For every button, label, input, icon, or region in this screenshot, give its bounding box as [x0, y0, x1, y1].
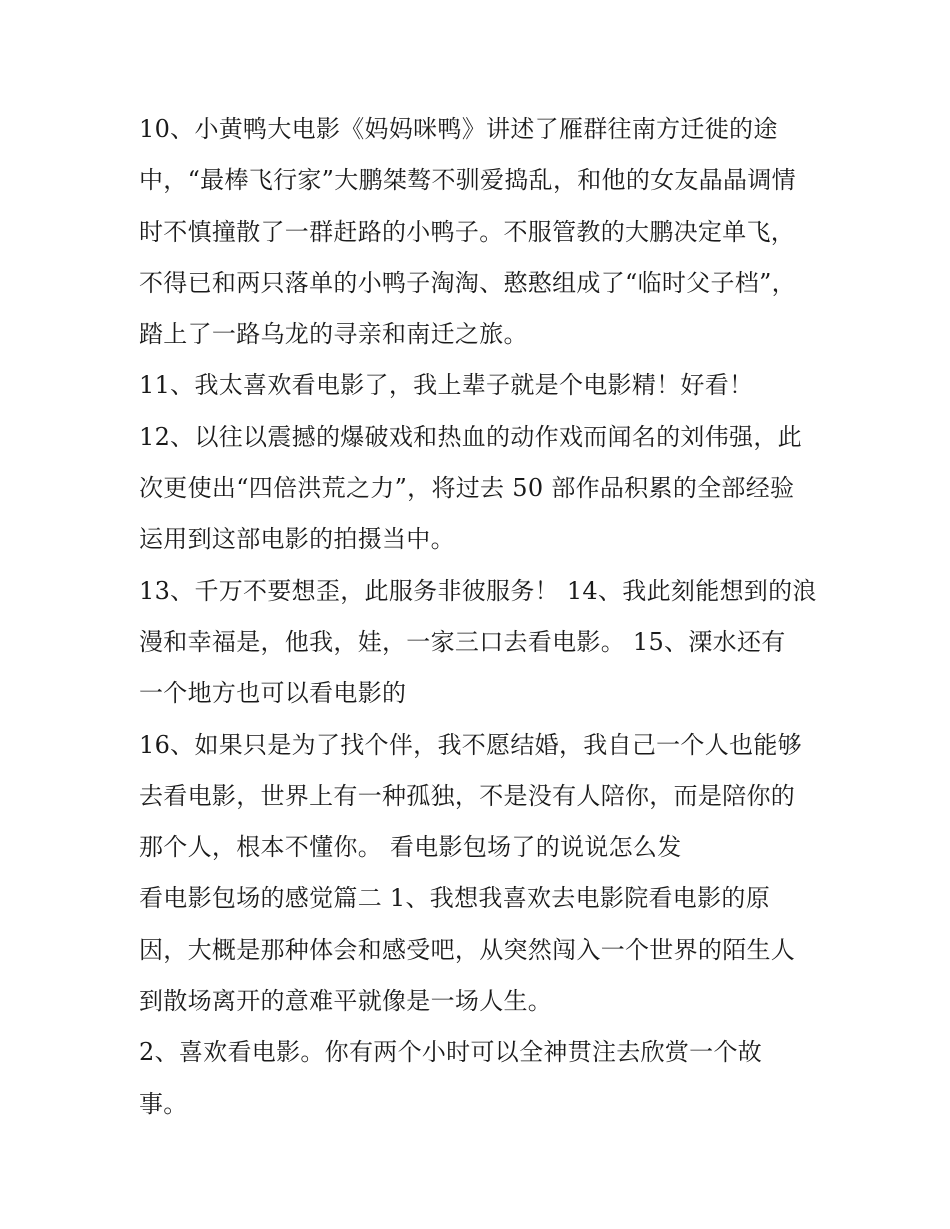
text-line: 2、喜欢看电影。你有两个小时可以全神贯注去欣赏一个故 — [139, 1038, 763, 1067]
text-line: 去看电影，世界上有一种孤独，不是没有人陪你，而是陪你的 — [139, 781, 796, 810]
text-line: 时不慎撞散了一群赶路的小鸭子。不服管教的大鹏决定单飞， — [139, 217, 796, 246]
text-line: 次更使出“四倍洪荒之力”，将过去 50 部作品积累的全部经验 — [139, 474, 795, 503]
text-line: 一个地方也可以看电影的 — [139, 679, 407, 708]
text-line: 事。 — [139, 1089, 188, 1118]
text-line: 看电影包场的感觉篇二 1、我想我喜欢去电影院看电影的原 — [139, 884, 770, 913]
text-line: 10、小黄鸭大电影《妈妈咪鸭》讲述了雁群往南方迁徙的途 — [139, 115, 778, 143]
text-line: 不得已和两只落单的小鸭子淘淘、憨憨组成了“临时父子档”， — [139, 268, 796, 297]
document-body — [139, 104, 819, 1130]
text-line: 13、千万不要想歪，此服务非彼服务！ 14、我此刻能想到的浪 — [139, 576, 817, 605]
text-line: 漫和幸福是，他我，娃，一家三口去看电影。 15、溧水还有 — [139, 627, 786, 656]
text-line: 到散场离开的意难平就像是一场人生。 — [139, 987, 553, 1016]
text-line: 那个人，根本不懂你。 看电影包场了的说说怎么发 — [139, 833, 682, 862]
text-line: 16、如果只是为了找个伴，我不愿结婚，我自己一个人也能够 — [139, 730, 802, 759]
text-line: 踏上了一路乌龙的寻亲和南迁之旅。 — [139, 320, 528, 349]
text-line: 因，大概是那种体会和感受吧，从突然闯入一个世界的陌生人 — [139, 935, 796, 964]
text-line: 中，“最棒飞行家”大鹏桀骜不驯爱捣乱，和他的女友晶晶调情 — [139, 166, 796, 195]
text-line: 12、以往以震撼的爆破戏和热血的动作戏而闻名的刘伟强，此 — [139, 422, 802, 451]
text-line: 11、我太喜欢看电影了，我上辈子就是个电影精！好看！ — [139, 371, 754, 400]
text-line: 运用到这部电影的拍摄当中。 — [139, 525, 455, 554]
